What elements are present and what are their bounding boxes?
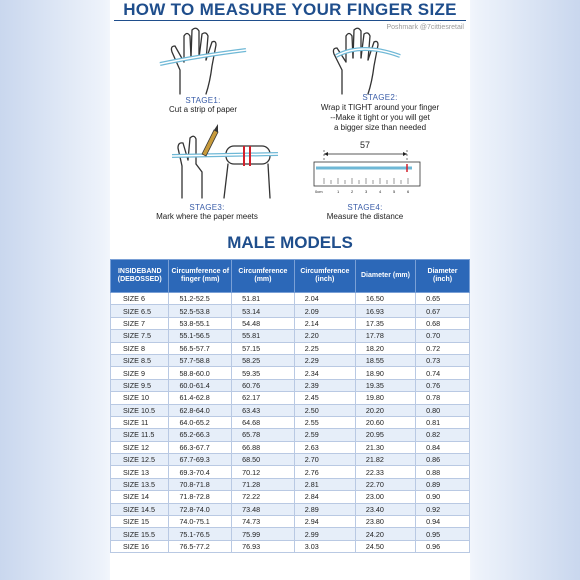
- stage2-label: STAGE2:: [362, 93, 398, 102]
- table-cell: 74.0-75.1: [169, 516, 232, 528]
- ruler-label: 6: [407, 189, 410, 194]
- table-row: [111, 354, 470, 366]
- table-cell: 0.94: [416, 516, 470, 528]
- size-label-cell: SIZE 8.5: [111, 354, 169, 366]
- table-row: [111, 441, 470, 453]
- table-cell: 0.89: [416, 478, 470, 490]
- table-cell: 73.48: [232, 503, 295, 515]
- stage4-label: STAGE4:: [347, 203, 383, 212]
- table-cell: 2.39: [294, 379, 355, 391]
- table-cell: 20.20: [355, 404, 415, 416]
- table-cell: 51.2-52.5: [169, 293, 232, 305]
- stage1-text: Cut a strip of paper: [168, 105, 238, 114]
- table-cell: 18.20: [355, 342, 415, 354]
- column-header: Circumference (inch): [294, 260, 355, 293]
- table-cell: 66.88: [232, 441, 295, 453]
- hand-strip-icon: [158, 26, 248, 98]
- table-cell: 0.68: [416, 317, 470, 329]
- column-header: INSIDEBAND (DEBOSSED): [111, 260, 169, 293]
- table-row: [111, 293, 470, 305]
- table-row: [111, 317, 470, 329]
- table-cell: 0.86: [416, 454, 470, 466]
- table-cell: 57.15: [232, 342, 295, 354]
- table-cell: 54.48: [232, 317, 295, 329]
- table-cell: 65.2-66.3: [169, 429, 232, 441]
- table-cell: 0.73: [416, 354, 470, 366]
- table-cell: 0.67: [416, 305, 470, 317]
- table-cell: 2.14: [294, 317, 355, 329]
- table-cell: 20.60: [355, 416, 415, 428]
- size-label-cell: SIZE 9: [111, 367, 169, 379]
- table-cell: 70.12: [232, 466, 295, 478]
- table-cell: 0.72: [416, 342, 470, 354]
- table-cell: 20.95: [355, 429, 415, 441]
- size-label-cell: SIZE 12.5: [111, 454, 169, 466]
- size-label-cell: SIZE 14: [111, 491, 169, 503]
- size-table: [110, 259, 470, 553]
- stage4-caption: [310, 203, 420, 221]
- table-row: [111, 491, 470, 503]
- stage3-caption: [132, 203, 282, 221]
- table-cell: 22.70: [355, 478, 415, 490]
- table-cell: 63.43: [232, 404, 295, 416]
- table-cell: 21.82: [355, 454, 415, 466]
- table-cell: 18.90: [355, 367, 415, 379]
- size-label-cell: SIZE 8: [111, 342, 169, 354]
- table-cell: 2.55: [294, 416, 355, 428]
- table-cell: 0.81: [416, 416, 470, 428]
- table-row: [111, 367, 470, 379]
- table-cell: 2.89: [294, 503, 355, 515]
- table-cell: 75.1-76.5: [169, 528, 232, 540]
- column-header: Circumference of finger (mm): [169, 260, 232, 293]
- table-row: [111, 429, 470, 441]
- size-label-cell: SIZE 16: [111, 540, 169, 552]
- table-cell: 71.8-72.8: [169, 491, 232, 503]
- table-cell: 0.96: [416, 540, 470, 552]
- table-cell: 16.50: [355, 293, 415, 305]
- table-cell: 76.93: [232, 540, 295, 552]
- table-cell: 2.81: [294, 478, 355, 490]
- table-cell: 17.35: [355, 317, 415, 329]
- table-cell: 70.8-71.8: [169, 478, 232, 490]
- table-cell: 2.59: [294, 429, 355, 441]
- section-title: MALE MODELS: [227, 233, 353, 252]
- table-row: [111, 305, 470, 317]
- table-cell: 76.5-77.2: [169, 540, 232, 552]
- measure-value: 57: [360, 140, 371, 150]
- table-header-row: [111, 260, 470, 293]
- table-cell: 60.0-61.4: [169, 379, 232, 391]
- ruler-label: 5: [393, 189, 396, 194]
- table-cell: 2.04: [294, 293, 355, 305]
- table-cell: 19.80: [355, 392, 415, 404]
- table-cell: 0.70: [416, 330, 470, 342]
- table-cell: 2.25: [294, 342, 355, 354]
- table-cell: 23.80: [355, 516, 415, 528]
- title-divider: [114, 20, 466, 21]
- table-cell: 2.76: [294, 466, 355, 478]
- page-title: HOW TO MEASURE YOUR FINGER SIZE: [123, 0, 457, 19]
- table-cell: 2.50: [294, 404, 355, 416]
- table-cell: 0.90: [416, 491, 470, 503]
- table-cell: 55.1-56.5: [169, 330, 232, 342]
- table-row: [111, 478, 470, 490]
- ruler-icon: [312, 138, 422, 196]
- stage4-text: Measure the distance: [326, 212, 404, 221]
- hand-mark-icon: [172, 124, 280, 200]
- table-cell: 0.65: [416, 293, 470, 305]
- table-cell: 2.34: [294, 367, 355, 379]
- size-label-cell: SIZE 15: [111, 516, 169, 528]
- table-cell: 72.22: [232, 491, 295, 503]
- size-label-cell: SIZE 7.5: [111, 330, 169, 342]
- table-cell: 75.99: [232, 528, 295, 540]
- table-cell: 71.28: [232, 478, 295, 490]
- size-chart-page: [110, 0, 470, 580]
- column-header: Circumference (mm): [232, 260, 295, 293]
- stage2-caption: [290, 93, 470, 133]
- table-cell: 59.35: [232, 367, 295, 379]
- table-cell: 0.76: [416, 379, 470, 391]
- table-cell: 58.8-60.0: [169, 367, 232, 379]
- table-cell: 2.70: [294, 454, 355, 466]
- table-cell: 69.3-70.4: [169, 466, 232, 478]
- table-cell: 23.00: [355, 491, 415, 503]
- table-cell: 62.17: [232, 392, 295, 404]
- table-cell: 17.78: [355, 330, 415, 342]
- ruler-label: 0cm: [315, 189, 323, 194]
- table-cell: 0.78: [416, 392, 470, 404]
- table-row: [111, 528, 470, 540]
- stage1-caption: [148, 96, 258, 114]
- table-cell: 65.78: [232, 429, 295, 441]
- table-cell: 64.0-65.2: [169, 416, 232, 428]
- table-cell: 3.03: [294, 540, 355, 552]
- table-cell: 22.33: [355, 466, 415, 478]
- size-table-body: [111, 293, 470, 553]
- column-header: Diameter (inch): [416, 260, 470, 293]
- table-cell: 55.81: [232, 330, 295, 342]
- table-row: [111, 416, 470, 428]
- table-cell: 0.82: [416, 429, 470, 441]
- table-row: [111, 342, 470, 354]
- table-cell: 62.8-64.0: [169, 404, 232, 416]
- table-cell: 24.20: [355, 528, 415, 540]
- table-cell: 0.95: [416, 528, 470, 540]
- table-cell: 52.5-53.8: [169, 305, 232, 317]
- table-row: [111, 330, 470, 342]
- table-cell: 74.73: [232, 516, 295, 528]
- hand-wrap-icon: [322, 22, 402, 98]
- table-cell: 57.7-58.8: [169, 354, 232, 366]
- size-label-cell: SIZE 7: [111, 317, 169, 329]
- table-row: [111, 466, 470, 478]
- size-label-cell: SIZE 11.5: [111, 429, 169, 441]
- ruler-label: 3: [365, 189, 368, 194]
- ruler-label: 2: [351, 189, 354, 194]
- table-cell: 68.50: [232, 454, 295, 466]
- table-cell: 2.99: [294, 528, 355, 540]
- size-label-cell: SIZE 13.5: [111, 478, 169, 490]
- size-label-cell: SIZE 12: [111, 441, 169, 453]
- table-row: [111, 540, 470, 552]
- table-cell: 51.81: [232, 293, 295, 305]
- table-cell: 23.40: [355, 503, 415, 515]
- stage2-line3: a bigger size than needed: [333, 123, 427, 132]
- stage3-text: Mark where the paper meets: [156, 212, 258, 221]
- size-label-cell: SIZE 6: [111, 293, 169, 305]
- table-cell: 2.09: [294, 305, 355, 317]
- column-header: Diameter (mm): [355, 260, 415, 293]
- table-cell: 24.50: [355, 540, 415, 552]
- table-cell: 21.30: [355, 441, 415, 453]
- table-cell: 56.5-57.7: [169, 342, 232, 354]
- stage3-label: STAGE3:: [189, 203, 225, 212]
- stage2-line1: Wrap it TIGHT around your finger: [320, 103, 440, 112]
- table-cell: 58.25: [232, 354, 295, 366]
- table-row: [111, 516, 470, 528]
- table-cell: 66.3-67.7: [169, 441, 232, 453]
- table-cell: 53.14: [232, 305, 295, 317]
- table-row: [111, 392, 470, 404]
- table-cell: 2.29: [294, 354, 355, 366]
- table-cell: 64.68: [232, 416, 295, 428]
- table-cell: 72.8-74.0: [169, 503, 232, 515]
- table-cell: 16.93: [355, 305, 415, 317]
- table-cell: 18.55: [355, 354, 415, 366]
- table-cell: 2.20: [294, 330, 355, 342]
- ruler-label: 1: [337, 189, 340, 194]
- watermark: Poshmark @7cittiesretail: [386, 24, 464, 31]
- table-cell: 0.84: [416, 441, 470, 453]
- table-cell: 0.80: [416, 404, 470, 416]
- table-row: [111, 503, 470, 515]
- ruler-label: 4: [379, 189, 382, 194]
- table-cell: 60.76: [232, 379, 295, 391]
- stage2-line2: --Make it tight or you will get: [330, 113, 430, 122]
- size-label-cell: SIZE 9.5: [111, 379, 169, 391]
- table-cell: 53.8-55.1: [169, 317, 232, 329]
- table-cell: 0.74: [416, 367, 470, 379]
- stage1-label: STAGE1:: [185, 96, 221, 105]
- size-label-cell: SIZE 10: [111, 392, 169, 404]
- table-cell: 19.35: [355, 379, 415, 391]
- size-label-cell: SIZE 11: [111, 416, 169, 428]
- table-cell: 2.94: [294, 516, 355, 528]
- table-row: [111, 379, 470, 391]
- table-cell: 0.92: [416, 503, 470, 515]
- table-row: [111, 404, 470, 416]
- table-cell: 67.7-69.3: [169, 454, 232, 466]
- table-cell: 0.88: [416, 466, 470, 478]
- table-row: [111, 454, 470, 466]
- table-cell: 61.4-62.8: [169, 392, 232, 404]
- table-cell: 2.84: [294, 491, 355, 503]
- table-cell: 2.45: [294, 392, 355, 404]
- size-label-cell: SIZE 10.5: [111, 404, 169, 416]
- size-label-cell: SIZE 13: [111, 466, 169, 478]
- size-label-cell: SIZE 14.5: [111, 503, 169, 515]
- size-label-cell: SIZE 15.5: [111, 528, 169, 540]
- table-cell: 2.63: [294, 441, 355, 453]
- size-label-cell: SIZE 6.5: [111, 305, 169, 317]
